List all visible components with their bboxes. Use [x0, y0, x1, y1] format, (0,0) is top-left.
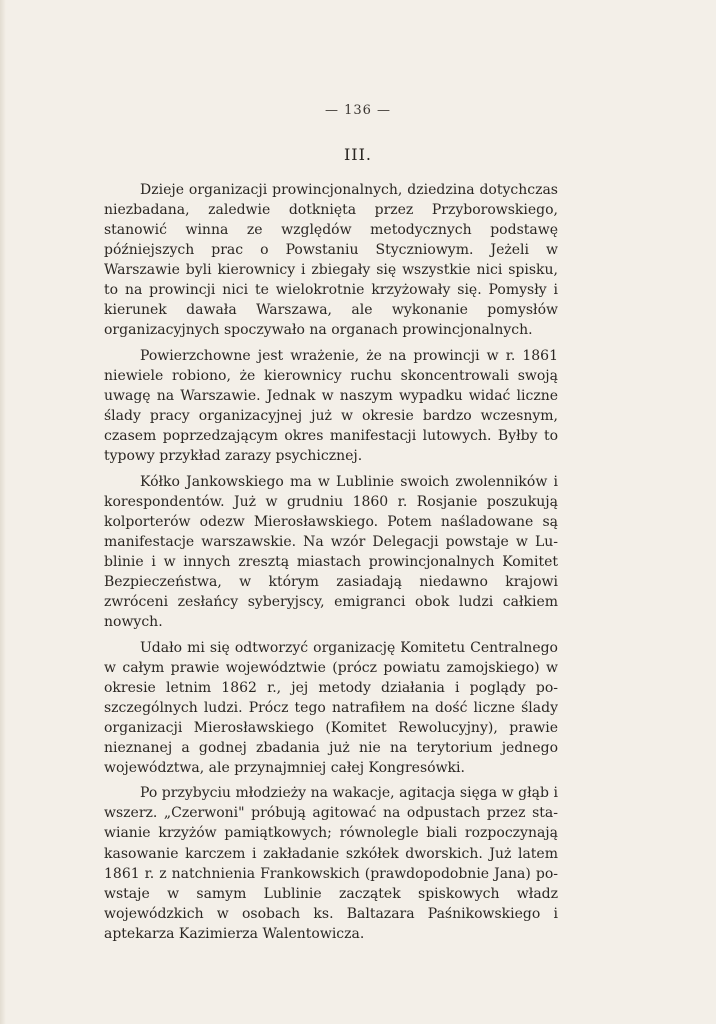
body-text — [104, 180, 558, 949]
paragraph: Po przybyciu młodzieży na wakacje, agitacja sięga w głąb i wszerz. „Czerwoni" próbują agitować na odpustach przez stawianie krzyżów pamiątkowych; równolegle biali rozpoczynają kasowanie karczem i zakładanie szkółek dworskich. Już latem 1861 r. z natchnienia Frankowskich (prawdopodobnie Jana) powstaje w samym Lublinie zaczątek spiskowych władz wojewódzkich w osobach ks. Baltazara Paśnikowskiego i aptekarza Kazimierza Walentowicza. — [104, 785, 558, 942]
paragraph: Udało mi się odtworzyć organizację Komitetu Centralnego w całym prawie województwie (prócz powiatu zamojskiego) w okresie letnim 1862 r., jej metody działania i poglądy poszczególnych ludzi. Prócz tego natrafiłem na dość liczne ślady organizacji Mierosławskiego (Komitet Rewolucyjny), prawie nieznanej a godnej zbadania już nie na terytorium jednego województwa, ale przynajmniej całej Kongresówki. — [104, 639, 558, 776]
paragraph: Dzieje organizacji prowincjonalnych, dziedzina dotychczas niezbadana, zaledwie dotknięta przez Przyborowskiego, stanowić winna ze względów metodycznych podstawę późniejszych prac o Powstaniu Styczniowym. Jeżeli w Warszawie byli kierownicy i zbiegały się wszystkie nici spisku, to na prowincji nici te wielokrotnie krzyżowały się. Pomysły i kierunek dawała Warszawa, ale wykonanie pomysłów organizacyjnych spoczywało na organach prowincjonalnych. — [104, 182, 558, 339]
page-number: — 136 — — [324, 103, 392, 118]
paragraph: Kółko Jankowskiego ma w Lublinie swoich zwolenników i korespondentów. Już w grudniu 1860 r. Rosjanie poszukują kolporterów odezw Mierosławskiego. Potem naśladowane są manifestacje warszawskie. Na wzór Delegacji powstaje w Lublinie i w innych zresztą miastach prowincjonalnych Komitet Bezpieczeństwa, w którym zasiadają niedawno krajowi zwróceni zesłańcy syberyjscy, emigranci obok ludzi całkiem nowych. — [104, 473, 558, 630]
chapter-heading: III. — [343, 145, 373, 164]
paragraph: Powierzchowne jest wrażenie, że na prowincji w r. 1861 niewiele robiono, że kierownicy ruchu skoncentrowali swoją uwagę na Warszawie. Jednak w naszym wypadku widać liczne ślady pracy organizacyjnej już w okresie bardzo wczesnym, czasem poprzedzającym okres manifestacji lutowych. Byłby to typowy przykład zarazy psychicznej. — [104, 347, 558, 465]
